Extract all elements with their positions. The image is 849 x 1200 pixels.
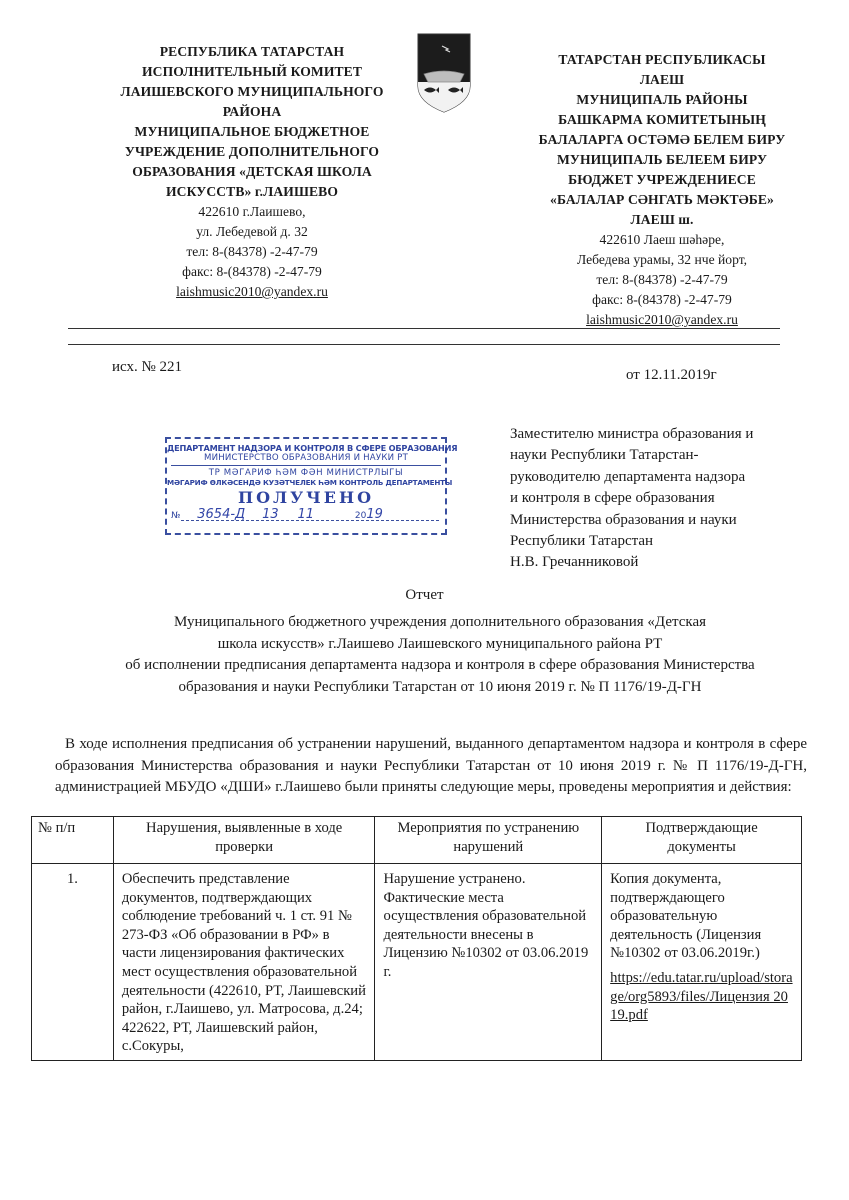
header-right-address-2: Лебедева урамы, 32 нче йорт, <box>576 252 748 267</box>
document-date: от 12.11.2019г <box>626 367 717 383</box>
addressee-line: Н.В. Гречанниковой <box>510 554 639 571</box>
stamp-line-4: МӘГАРИФ ӨЛКӘСЕНДӘ КУЗӘТЧЕЛЕК ҺӘМ КОНТРОЛЬ ДЕПАРТАМЕНТЫ <box>167 478 453 487</box>
stamp-line-1: ДЕПАРТАМЕНТ НАДЗОРА И КОНТРОЛЯ В СФЕРЕ ОБРАЗОВАНИЯ <box>167 443 458 453</box>
addressee-line: руководителю департамента надзора <box>510 468 746 485</box>
stamp-registration <box>167 507 445 522</box>
row-measures: Нарушение устранено. Фактические места осуществления образовательной деятельности внесены в Лицензию №10302 от 03.06.2019 г. <box>375 864 602 1061</box>
subtitle-line: об исполнении предписания департамента надзора и контроля в сфере образования Министерства <box>125 657 755 673</box>
stamp-month: 11 <box>297 507 315 522</box>
header-left-fax: факс: 8-(84378) -2-47-79 <box>182 264 322 279</box>
license-pdf-link[interactable]: https://edu.tatar.ru/upload/storage/org5893/files/Лицензия 2019.pdf <box>610 969 793 1024</box>
header-left-line: МУНИЦИПАЛЬНОЕ БЮДЖЕТНОЕ <box>134 124 370 139</box>
header-right-fax: факс: 8-(84378) -2-47-79 <box>592 292 732 307</box>
header-left-email-link[interactable]: laishmusic2010@yandex.ru <box>176 284 328 299</box>
stamp-line-2: МИНИСТЕРСТВО ОБРАЗОВАНИЯ И НАУКИ РТ <box>203 453 409 463</box>
header-left-line: ИСПОЛНИТЕЛЬНЫЙ КОМИТЕТ <box>142 64 362 79</box>
header-right-phone: тел: 8-(84378) -2-47-79 <box>596 272 728 287</box>
header-left-line: РЕСПУБЛИКА ТАТАРСТАН <box>159 44 345 59</box>
header-right-line: БАЛАЛАРГА ОСТӘМӘ БЕЛЕМ БИРУ <box>538 132 786 147</box>
header-right-line: МУНИЦИПАЛЬ РАЙОНЫ <box>576 92 748 107</box>
header-measures: Мероприятия по устранению нарушений <box>375 817 602 864</box>
header-right-line: «БАЛАЛАР СӘНГАТЬ МӘКТӘБЕ» <box>550 192 774 207</box>
coat-of-arms-emblem-icon <box>396 22 492 118</box>
header-left-line: ОБРАЗОВАНИЯ «ДЕТСКАЯ ШКОЛА <box>132 164 372 179</box>
stamp-line-3: ТР МӘГАРИФ ҺӘМ ФӘН МИНИСТРЛЫГЫ <box>208 468 404 478</box>
stamp-day: 13 <box>262 507 279 522</box>
header-divider-bottom <box>68 344 780 345</box>
header-right-line: БЮДЖЕТ УЧРЕЖДЕНИЕСЕ <box>568 172 756 187</box>
stamp-reg-number: 3654-Д <box>197 507 246 522</box>
received-stamp <box>165 437 458 535</box>
addressee-block <box>510 424 810 574</box>
stamp-underline <box>181 520 439 521</box>
header-number: № п/п <box>32 817 114 864</box>
table-row <box>32 864 802 1061</box>
report-subtitle <box>60 612 820 698</box>
header-right-line: ЛАЕШ ш. <box>630 212 694 227</box>
header-right-email-link[interactable]: laishmusic2010@yandex.ru <box>586 312 738 327</box>
report-title: Отчет <box>405 587 444 603</box>
stamp-year-suffix: 19 <box>366 507 383 522</box>
addressee-line: и контроля в сфере образования <box>510 490 715 507</box>
header-left-institution <box>92 42 412 302</box>
row-documents: Копия документа, подтверждающего образовательную деятельность (Лицензия №10302 от 03.06.2019г.) <box>610 871 762 962</box>
subtitle-line: школа искусств» г.Лаишево Лаишевского муниципального района РТ <box>217 635 663 652</box>
header-left-phone: тел: 8-(84378) -2-47-79 <box>186 244 318 259</box>
header-right-line: ЛАЕШ <box>639 72 685 87</box>
header-right-line: ТАТАРСТАН РЕСПУБЛИКАСЫ <box>558 52 766 67</box>
stamp-no-label: № <box>171 511 181 521</box>
subtitle-line: Муниципального бюджетного учреждения дополнительного образования «Детская <box>173 614 707 630</box>
measures-table <box>31 816 802 1061</box>
header-documents: Подтверждающие документы <box>602 817 802 864</box>
report-intro-paragraph: В ходе исполнения предписания об устранении нарушений, выданного департаментом надзора и контроля в сфере образования Министерства образования и науки Республики Татарстан от 10 июня 2019 г. № П 1176/19-Д-ГН, администрацией МБУДО «ДШИ» г.Лаишево были приняты следующие меры, проведены мероприятия и действия: <box>55 736 807 795</box>
header-left-address-1: 422610 г.Лаишево, <box>198 204 306 219</box>
header-right-line: МУНИЦИПАЛЬ БЕЛЕЕМ БИРУ <box>556 152 768 167</box>
header-right-address-1: 422610 Лаеш шәһәре, <box>599 232 725 247</box>
header-violations: Нарушения, выявленные в ходе проверки <box>113 817 375 864</box>
row-documents-cell <box>602 864 802 1061</box>
outgoing-number: исх. № 221 <box>112 359 183 375</box>
header-left-line: ЛАИШЕВСКОГО МУНИЦИПАЛЬНОГО <box>120 84 384 99</box>
header-right-line: БАШКАРМА КОМИТЕТЫНЫҢ <box>558 112 766 127</box>
subtitle-line: образования и науки Республики Татарстан от 10 июня 2019 г. № П 1176/19-Д-ГН <box>178 678 702 695</box>
addressee-line: Министерства образования и науки <box>510 511 737 528</box>
header-left-line: ИСКУССТВ» г.ЛАИШЕВО <box>165 184 338 199</box>
table-header-row <box>32 817 802 864</box>
header-divider-top <box>68 328 780 329</box>
row-number: 1. <box>32 864 114 1061</box>
addressee-line: Заместителю министра образования и <box>510 426 754 442</box>
stamp-year-prefix: 20 <box>354 511 367 521</box>
row-violation: Обеспечить представление документов, подтверждающих соблюдение требований ч. 1 ст. 91 № 273-ФЗ «Об образовании в РФ» в части лицензирования фактических мест осуществления образовательной деятельности (422610, РТ, Лаишевский район, г.Лаишево, ул. Матросова, д.24; 422622, РТ, Лаишевский район, с.Сокуры, <box>113 864 375 1061</box>
header-right-institution <box>526 50 798 330</box>
addressee-line: Республики Татарстан <box>510 533 654 550</box>
stamp-received: ПОЛУЧЕНО <box>237 488 375 507</box>
header-left-line: РАЙОНА <box>222 104 282 119</box>
header-left-line: УЧРЕЖДЕНИЕ ДОПОЛНИТЕЛЬНОГО <box>124 144 380 159</box>
stamp-divider <box>171 465 441 466</box>
addressee-line: науки Республики Татарстан- <box>510 447 699 464</box>
header-left-address-2: ул. Лебедевой д. 32 <box>196 224 308 239</box>
